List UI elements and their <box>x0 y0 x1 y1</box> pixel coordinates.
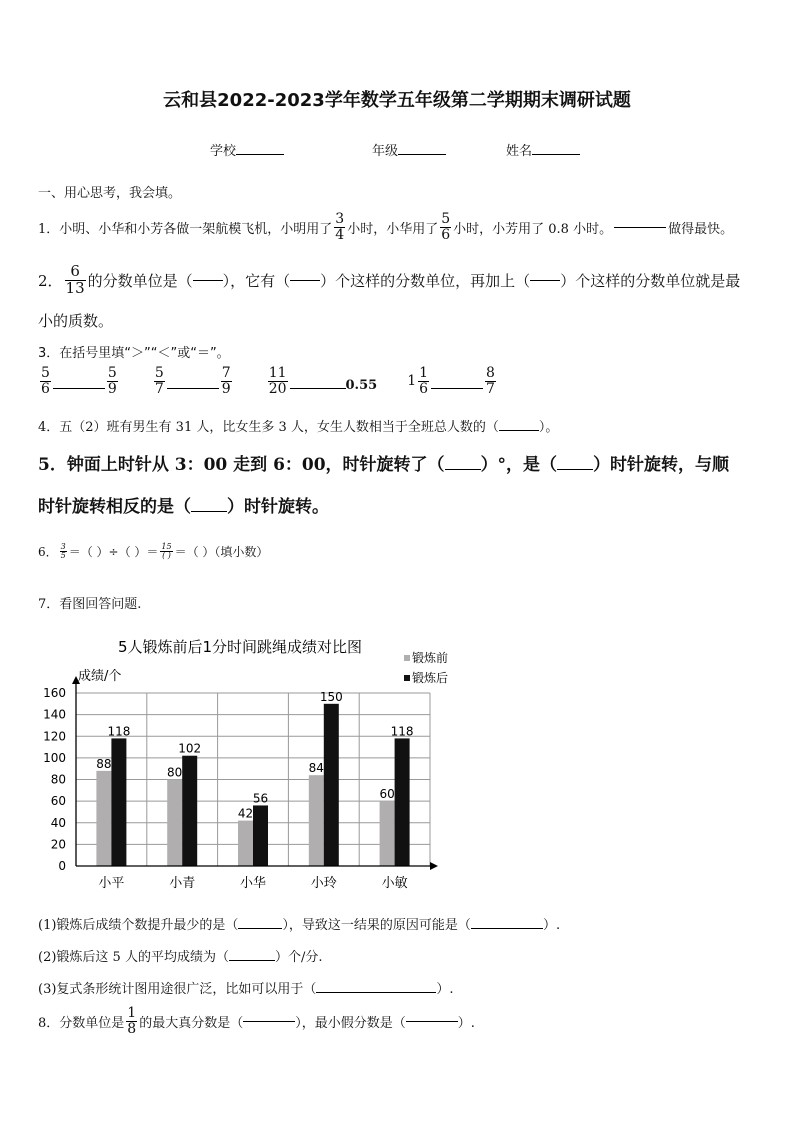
q5-line-2 <box>38 492 329 517</box>
q1-text-1: 1．小明、小华和小芳各做一架航模飞机，小明用了 <box>38 221 333 237</box>
data-label: 84 <box>308 761 324 776</box>
q6-number: 6． <box>38 545 58 560</box>
data-label: 150 <box>319 689 343 704</box>
q3-fraction-g: $\frac{1}{6}$ <box>419 365 429 397</box>
data-label: 42 <box>237 806 254 821</box>
legend-label: 锻炼后 <box>412 671 449 685</box>
page-title: 云和县2022-2023学年数学五年级第二学期期末调研试题 <box>163 90 631 111</box>
q3-comparisons <box>38 366 498 396</box>
q1-text-2: 小时，小华用了 <box>347 221 439 237</box>
chart-x-labels <box>98 875 407 891</box>
q4-text-2: ）。 <box>538 420 559 435</box>
question-3: 3．在括号里填“＞”“＜”或“＝”。 <box>38 346 230 361</box>
x-tick-label: 小玲 <box>310 876 337 891</box>
legend-label: 锻炼前 <box>412 651 449 665</box>
y-tick-label: 120 <box>43 729 66 744</box>
y-tick-label: 80 <box>50 772 66 787</box>
y-tick-label: 60 <box>50 794 66 809</box>
data-label: 60 <box>379 787 395 802</box>
q2-text-3: ）个这样的分数单位，再加上（ <box>320 271 531 290</box>
q5-blank-1[interactable] <box>445 469 481 470</box>
q2-line-2: 小的质数。 <box>38 312 114 330</box>
school-field <box>210 140 284 159</box>
data-label: 88 <box>96 756 112 771</box>
y-tick-label: 40 <box>50 815 66 830</box>
q8-blank-2[interactable] <box>406 1021 458 1022</box>
q3-fraction-e: $\frac{11}{20}$ <box>268 365 287 397</box>
q6-text-1: ＝（ ）÷（ ）＝ <box>68 545 159 560</box>
q4-blank[interactable] <box>499 430 539 431</box>
q2-text-1: 的分数单位是（ <box>87 271 193 290</box>
q2-blank-3[interactable] <box>530 280 560 281</box>
q3-fraction-b: $\frac{5}{9}$ <box>107 365 117 397</box>
question-8 <box>38 1006 475 1036</box>
q7-1-blank-2[interactable] <box>471 928 543 929</box>
question-6 <box>38 543 268 561</box>
bar <box>96 771 111 866</box>
y-tick-label: 100 <box>43 750 66 765</box>
data-label: 118 <box>107 724 131 739</box>
q6-fraction-2: $\frac{15}{( )}$ <box>161 542 172 561</box>
q7-3-text-1: (3)复式条形统计图用途很广泛，比如可以用于（ <box>38 982 317 997</box>
grade-label: 年级 <box>372 144 399 159</box>
q2-blank-2[interactable] <box>290 280 320 281</box>
q7-2-text-2: ）个/分. <box>274 950 323 965</box>
bar <box>309 775 324 866</box>
q8-text-3: ），最小假分数是（ <box>295 1015 406 1031</box>
q5-text-3: ）时针旋转，与顺 <box>593 455 730 475</box>
question-2 <box>38 264 740 297</box>
question-4 <box>38 416 558 435</box>
q3-fraction-a: $\frac{5}{6}$ <box>41 365 50 397</box>
x-tick-label: 小青 <box>169 876 196 891</box>
grade-field <box>372 140 446 159</box>
q7-3-text-2: ）. <box>436 982 454 997</box>
chart-bars <box>96 690 413 866</box>
q1-text-4: 做得最快。 <box>668 221 734 237</box>
q5-text-5: ）时针旋转。 <box>227 497 329 517</box>
q2-blank-1[interactable] <box>193 280 223 281</box>
q2-text-2: ），它有（ <box>222 271 291 290</box>
q7-2-blank[interactable] <box>229 960 275 961</box>
q7-1-text-2: ），导致这一结果的原因可能是（ <box>282 918 471 933</box>
legend-swatch <box>404 655 410 661</box>
q7-1-text-3: ）. <box>542 918 561 933</box>
chart-y-ticks <box>43 686 66 873</box>
chart-y-axis-label: 成绩/个 <box>78 669 122 684</box>
data-label: 118 <box>390 724 414 739</box>
bar <box>111 738 126 866</box>
q8-text-1: 8．分数单位是 <box>38 1015 125 1031</box>
data-label: 102 <box>178 741 202 756</box>
x-tick-label: 小敏 <box>381 876 408 891</box>
q3-blank-1[interactable] <box>53 388 105 389</box>
section-heading: 一、用心思考，我会填。 <box>38 186 182 201</box>
q3-whole-part: 1 <box>407 373 417 390</box>
bar <box>167 780 182 867</box>
q5-text-1: 5．钟面上时针从 3：00 走到 6：00，时针旋转了（ <box>38 455 445 475</box>
q8-fraction: $\frac{1}{8}$ <box>127 1005 137 1037</box>
q8-blank-1[interactable] <box>243 1021 295 1022</box>
data-label: 80 <box>167 765 183 780</box>
question-7-1 <box>38 914 560 933</box>
bar <box>253 805 268 866</box>
name-field <box>506 140 580 159</box>
chart-legend <box>404 650 448 685</box>
q5-text-2: ）°，是（ <box>480 455 558 475</box>
x-axis-arrow <box>430 862 438 870</box>
q3-fraction-d: $\frac{7}{9}$ <box>221 365 231 397</box>
q5-blank-3[interactable] <box>191 511 227 512</box>
bar <box>380 801 395 866</box>
q3-blank-2[interactable] <box>167 388 219 389</box>
bar <box>395 738 410 866</box>
q7-2-text-1: (2)锻炼后这 5 人的平均成绩为（ <box>38 950 229 965</box>
q1-text-3: 小时，小芳用了 0.8 小时。 <box>453 221 613 237</box>
q8-text-2: 的最大真分数是（ <box>139 1015 244 1031</box>
q7-1-text-1: (1)锻炼后成绩个数提升最少的是（ <box>38 918 239 933</box>
question-7: 7．看图回答问题. <box>38 597 142 612</box>
q7-1-blank-1[interactable] <box>238 928 282 929</box>
q1-answer-blank[interactable] <box>614 227 666 228</box>
q6-text-2: ＝（ ）（填小数） <box>174 545 269 560</box>
q1-fraction-1: $\frac{3}{4}$ <box>335 211 345 243</box>
q3-blank-4[interactable] <box>431 388 483 389</box>
y-tick-label: 140 <box>43 707 66 722</box>
chart-title: 5人锻炼前后1分时间跳绳成绩对比图 <box>117 638 363 656</box>
bar <box>324 704 339 866</box>
q1-fraction-2: $\frac{5}{6}$ <box>441 211 451 243</box>
q4-text-1: 4．五（2）班有男生有 31 人，比女生多 3 人，女生人数相当于全班总人数的（ <box>38 420 499 435</box>
q5-blank-2[interactable] <box>557 469 593 470</box>
legend-swatch <box>404 675 410 681</box>
data-label: 56 <box>252 791 269 806</box>
q2-text-4: ）个这样的分数单位就是最 <box>560 271 741 290</box>
question-7-3 <box>38 978 454 997</box>
x-tick-label: 小华 <box>239 876 267 891</box>
question-1 <box>38 212 733 242</box>
q2-number: 2． <box>38 271 63 290</box>
q2-fraction: $\frac{6}{13}$ <box>65 262 85 297</box>
q8-text-4: ）. <box>457 1015 475 1031</box>
q3-fraction-h: $\frac{8}{7}$ <box>486 365 495 397</box>
question-7-2 <box>38 946 322 965</box>
y-tick-label: 160 <box>43 686 66 700</box>
bar <box>182 756 197 866</box>
q3-blank-3[interactable] <box>290 388 346 389</box>
question-5 <box>38 450 729 475</box>
q3-fraction-c: $\frac{5}{7}$ <box>154 365 164 397</box>
bar <box>238 821 253 866</box>
x-tick-label: 小平 <box>98 876 125 891</box>
name-label: 姓名 <box>506 144 533 159</box>
bar-chart <box>30 628 470 900</box>
q7-3-blank[interactable] <box>316 992 436 993</box>
school-label: 学校 <box>210 144 237 159</box>
q6-fraction-1: $\frac{3}{5}$ <box>60 542 66 561</box>
y-tick-label: 0 <box>58 859 66 873</box>
y-tick-label: 20 <box>50 837 66 852</box>
q3-decimal: 0.55 <box>345 377 378 393</box>
q5-text-4: 时针旋转相反的是（ <box>38 497 191 517</box>
